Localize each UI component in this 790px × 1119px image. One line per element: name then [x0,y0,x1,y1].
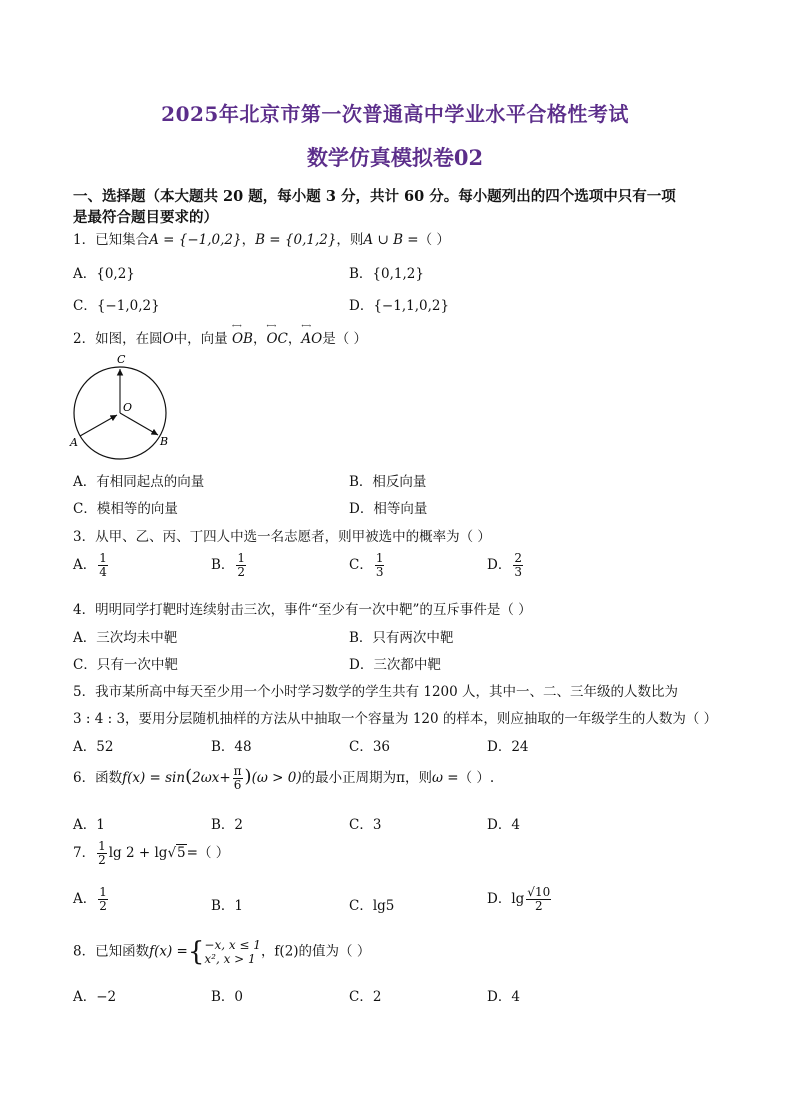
q6-pi-fraction [233,765,243,792]
q7-suffix: =（ ） [186,845,230,861]
q2-vector-oc: ←→ OC [266,331,287,347]
q7-option-a-fraction [98,886,108,913]
q8-case-1: −x, x ≤ 1 [204,938,261,952]
q1-option-b: B．{0,1,2} [349,266,424,282]
q1-set-a: A = {−1,0,2} [149,232,242,248]
question-6-stem: 6．函数f(x) = sin(2ωx+ $\frac{\pi}{6}$ )(ω > 0)的最小正周期为π，则ω =（ ）. [73,764,495,792]
q3-option-a-label: A． [73,557,97,573]
q8-option-a: A．−2 [73,989,117,1005]
q3-b-den: 2 [237,565,246,579]
q7-d-den: 2 [534,899,543,913]
q7-fraction [97,840,107,867]
q7-frac-num: 1 [98,839,106,853]
vector-ao-arrow [80,415,117,436]
label-a: A [70,436,78,449]
q7-a-den: 2 [99,899,107,913]
q2-mid: 中，向量 [173,331,228,347]
question-5-stem-line2: 3 : 4 : 3，要用分层随机抽样的方法从中抽取一个容量为 120 的样本，则应抽取的一年级学生的人数为（ ） [73,711,718,727]
q6-option-c: C．3 [349,817,382,833]
q4-option-d: D．三次都中靶 [349,657,441,673]
q2-option-c: C．模相等的向量 [73,501,178,517]
q8-option-d: D．4 [487,989,520,1005]
q3-b-num: 1 [237,551,246,565]
question-2-stem: 2．如图，在圆O中，向量 ←→ OB，←→ OC，←→ AO是（ ） [73,327,367,347]
q6-cond: (ω > 0) [251,770,302,786]
q3-a-num: 1 [99,551,107,565]
q1-union: A ∪ B = [363,232,419,248]
label-b: B [160,435,169,448]
q2-vector-ob: ←→ OB [232,331,253,347]
label-c: C [117,353,126,366]
q1-paren: （ ） [418,232,450,248]
q2-option-b: B．相反向量 [349,474,427,490]
q6-option-a: A．1 [73,817,105,833]
question-7-stem: 7． $\frac{1}{2}$ lg 2 + lg√5=（ ） [73,839,230,867]
q7-option-d [487,886,553,913]
q8-cases [204,938,261,966]
q3-option-a [73,552,110,579]
q6-func: f(x) = sin [122,770,186,786]
q5-option-b: B．48 [211,739,252,755]
q3-d-num: 2 [514,551,522,565]
section-heading-line2: 是最符合题目要求的） [73,209,218,226]
q3-option-c-label: C． [349,557,373,573]
q3-option-a-fraction [98,552,108,579]
q7-option-d-label: D．lg [487,891,525,907]
q3-c-num: 1 [375,551,384,565]
q1-set-b: B = {0,1,2} [255,232,337,248]
q2-option-d: D．相等向量 [349,501,428,517]
vector-ob-arrow [120,413,158,435]
q3-d-den: 3 [514,565,522,579]
q3-a-den: 4 [99,565,107,579]
q6-option-b: B．2 [211,817,244,833]
q1-suffix: ，则 [336,232,364,248]
q6-omega: ω = [431,770,459,786]
q3-option-b [211,552,248,579]
q6-arg: 2ωx+ [192,770,231,786]
q1-option-a: A．{0,2} [73,266,135,282]
q6-pi-num: π [233,764,242,778]
q7-sqrt-arg: 5 [177,845,186,861]
q8-mid: ，f(2)的值为（ ） [260,943,371,960]
q2-circle-o: O [162,331,174,347]
question-5-stem-line1: 5．我市某所高中每天至少用一个小时学习数学的学生共有 1200 人，其中一、二、三年级的人数比为 [73,684,679,700]
q2-prefix: 2．如图，在圆 [73,331,163,347]
q3-option-d [487,552,525,579]
question-1-stem [73,228,450,248]
q3-option-b-label: B． [211,557,235,573]
q6-pi-den: 6 [233,778,242,792]
q3-option-d-label: D． [487,557,512,573]
q1-option-d: D．{−1,1,0,2} [349,298,450,314]
question-8-stem: 8．已知函数f(x) ={ −x, x ≤ 1 x², x > 1 ，f(2)的值为（ ） [73,937,371,967]
circle-figure [66,352,176,462]
q5-option-c: C．36 [349,739,391,755]
section-heading [73,186,723,228]
q6-mid: 的最小正周期为π，则 [301,770,432,786]
q6-prefix: 6．函数 [73,770,123,786]
q4-option-b: B．只有两次中靶 [349,630,454,646]
q2-option-a: A．有相同起点的向量 [73,474,205,490]
q7-a-num: 1 [99,885,107,899]
q3-c-den: 3 [375,565,384,579]
q8-prefix: 8．已知函数 [73,943,150,960]
section-heading-line1: 一、选择题（本大题共 20 题，每小题 3 分，共计 60 分。每小题列出的四个选项中只有一项 [73,188,676,205]
q6-option-d: D．4 [487,817,520,833]
q7-frac-den: 2 [98,853,106,867]
q3-option-d-fraction [513,552,523,579]
q5-option-d: D．24 [487,739,529,755]
q7-option-b: B．1 [211,898,244,914]
q7-d-num: √10 [527,885,551,899]
q8-option-c: C．2 [349,989,382,1005]
q4-option-c: C．只有一次中靶 [73,657,178,673]
q7-option-d-fraction [526,886,551,913]
q1-sep: ， [241,232,256,248]
q1-option-c: C．{−1,0,2} [73,298,160,314]
q3-option-b-fraction [236,552,246,579]
exam-title: 2025年北京市第一次普通高中学业水平合格性考试 [161,102,629,126]
q8-option-b: B．0 [211,989,244,1005]
q8-func: f(x) = [149,943,188,960]
q7-num: 7． [73,845,96,861]
q7-expr: lg 2 + lg [108,845,168,861]
question-4-stem: 4．明明同学打靶时连续射击三次，事件“至少有一次中靶”的互斥事件是（ ） [73,602,532,618]
q5-option-a: A．52 [73,739,114,755]
q4-option-a: A．三次均未中靶 [73,630,178,646]
q3-option-c-fraction [375,552,385,579]
q2-suffix: 是（ ） [322,331,367,347]
q8-case-2: x², x > 1 [204,952,256,966]
q7-option-a-label: A． [73,891,97,907]
q7-option-a [73,886,110,913]
question-3-stem: 3．从甲、乙、丙、丁四人中选一名志愿者，则甲被选中的概率为（ ） [73,529,491,545]
q1-prefix: 1．已知集合 [73,232,150,248]
q3-option-c [349,552,386,579]
q2-vector-ao: ←→ AO [301,331,322,347]
exam-subtitle: 数学仿真模拟卷02 [306,145,484,170]
q6-suffix: （ ）. [458,770,495,786]
q7-option-c: C．lg5 [349,898,395,914]
label-o: O [123,401,133,414]
